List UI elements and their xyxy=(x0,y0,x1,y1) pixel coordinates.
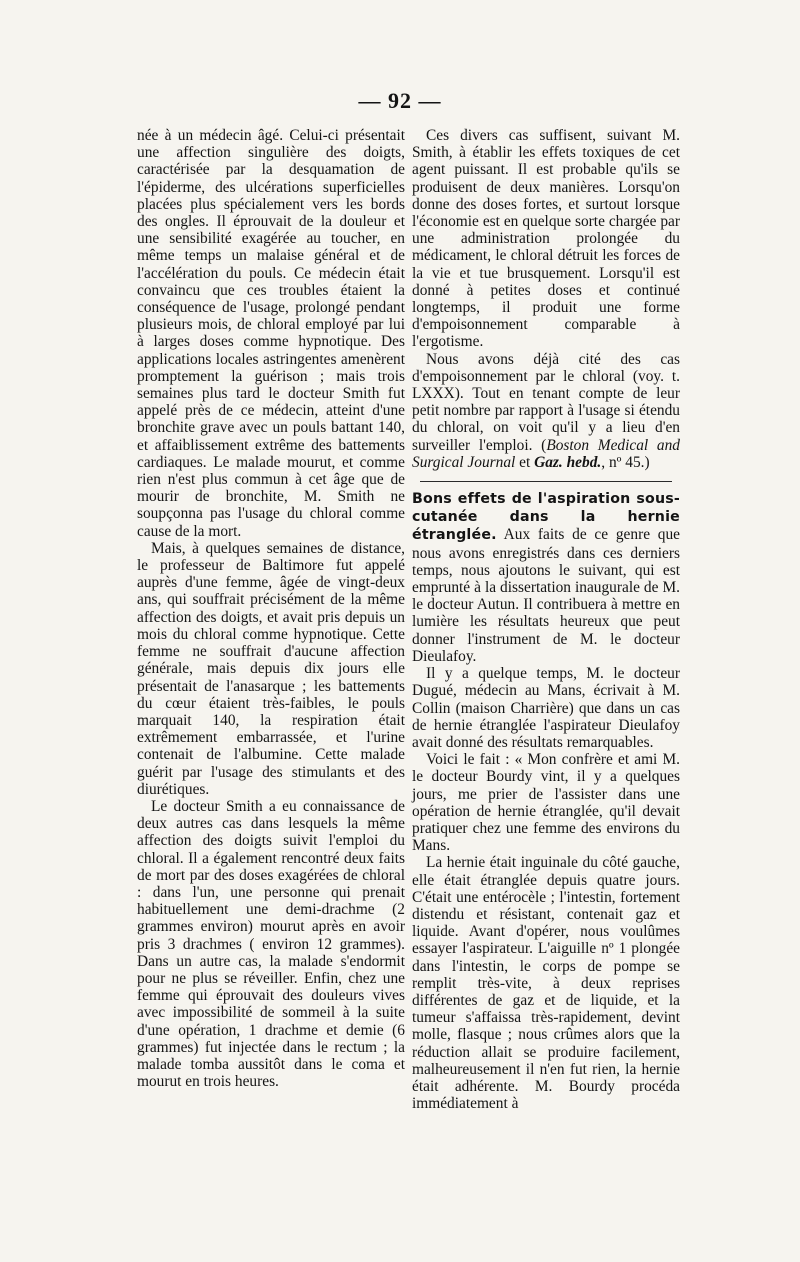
journal-abbrev: Gaz. hebd. xyxy=(534,453,602,471)
paragraph-text: Nous avons déjà cité des cas d'empoisonnement par le chloral (voy. t. LXXX). Tout en tenant compte de leur petit nombre par rapport à l'usage si étendu du chloral, on voit qu'il y a lieu d'en surveiller l'emploi. ( xyxy=(412,350,680,454)
section-heading: Bons effets de l'aspiration sous-cutanée dans la hernie étranglée. xyxy=(412,491,680,544)
paragraph: Mais, à quelques semaines de distance, le professeur de Baltimore fut appelé auprès d'une femme, âgée de vingt-deux ans, qui souffrait précisément de la même affection des doigts, et avait pris depuis un mois du chloral comme hypnotique. Cette femme ne souffrait d'aucune affection générale, mais depuis dix jours elle présentait de l'anasarque ; les battements du cœur étaient très-faibles, le pouls marquait 140, la respiration était extrêmement embarrassée, et l'urine contenait de l'albumine. Cette malade guérit par l'usage des stimulants et des diurétiques. xyxy=(137,539,405,798)
paragraph: Ces divers cas suffisent, suivant M. Smith, à établir les effets toxiques de cet agent puissant. Il est probable qu'ils se produisent de deux manières. Lorsqu'on donne des doses fortes, et surtout lorsque l'économie est en quelque sorte chargée par une administration prolongée du médicament, le chloral détruit les forces de la vie et tue brusquement. Lorsqu'il est donné à petites doses et continué longtemps, il produit une forme d'empoisonnement comparable à l'ergotisme. xyxy=(412,127,680,351)
journal-citation: Boston Medical and Surgical Journal xyxy=(412,436,680,471)
paragraph-with-citation xyxy=(412,351,680,471)
paragraph: née à un médecin âgé. Celui-ci présentait une affection singulière des doigts, caractérisée par la desquamation de l'épiderme, des ulcérations superficielles placées plus spécialement vers les bords des ongles. Il éprouvait de la douleur et une sensibilité exagérée au toucher, en même temps un malaise général et de l'accélération du pouls. Ce médecin était convaincu que ces troubles étaient la conséquence de l'usage, prolongé pendant plusieurs mois, de chloral employé par lui à larges doses comme hypnotique. Des applications locales astringentes amenèrent promptement la guérison ; mais trois semaines plus tard le docteur Smith fut appelé près de ce médecin, atteint d'une bronchite grave avec un pouls battant 140, et affaiblissement extrême des battements cardiaques. Le malade mourut, et comme rien n'est plus commun à cet âge que de mourir de bronchite, M. Smith ne soupçonna pas l'usage du chloral comme cause de la mort. xyxy=(137,127,405,540)
citation-number: , nº 45.) xyxy=(601,453,650,471)
paragraph: Voici le fait : « Mon confrère et ami M. le docteur Bourdy vint, il y a quelques jours, me prier de l'assister dans une opération de hernie étranglée, qu'il devait pratiquer chez une femme des environs du Mans. xyxy=(412,751,680,855)
paragraph: Il y a quelque temps, M. le docteur Dugué, médecin au Mans, écrivait à M. Collin (maison Charrière) que dans un cas de hernie étranglée l'aspirateur Dieulafoy avait donné des résultats remarquables. xyxy=(412,665,680,751)
left-column xyxy=(137,127,405,1090)
conjunction: et xyxy=(515,453,535,471)
page-number: — 92 — xyxy=(358,88,442,113)
paragraph: La hernie était inguinale du côté gauche, elle était étranglée depuis quatre jours. C'était une entérocèle ; l'intestin, fortement distendu et résistant, contenait gaz et liquide. Avant d'opérer, nous voulûmes essayer l'aspirateur. L'aiguille nº 1 plongée dans l'intestin, le corps de pompe se remplit très-vite, à deux reprises différentes de gaz et de liquide, et la tumeur s'affaissa très-rapidement, devint molle, flasque ; nous crûmes alors que la réduction allait se produire facilement, malheureusement il n'en fut rien, la hernie était adhérente. M. Bourdy procéda immédiatement à xyxy=(412,854,680,1113)
paragraph-text: Aux faits de ce genre que nous avons enregistrés dans ces derniers temps, nous ajoutons le suivant, qui est emprunté à la dissertation inaugurale de M. le docteur Autun. Il contribuera à mettre en lumière les résultats heureux que peut donner l'instrument de M. le docteur Dieulafoy. xyxy=(412,526,680,665)
section-paragraph xyxy=(412,490,680,665)
right-column xyxy=(412,127,680,1112)
paragraph: Le docteur Smith a eu connaissance de deux autres cas dans lesquels la même affection des doigts suivit l'emploi du chloral. Il a également rencontré deux faits de mort par des doses exagérées de chloral : dans l'un, une personne qui prenait habituellement une demi-drachme (2 grammes environ) mourut après en avoir pris 3 drachmes ( environ 12 grammes). Dans un autre cas, la malade s'endormit pour ne plus se réveiller. Enfin, chez une femme qui éprouvait des douleurs vives avec impossibilité de sommeil à la suite d'une opération, 1 drachme et demie (6 grammes) fut injectée dans le rectum ; la malade tomba aussitôt dans le coma et mourut en trois heures. xyxy=(137,797,405,1091)
section-divider xyxy=(420,481,672,482)
